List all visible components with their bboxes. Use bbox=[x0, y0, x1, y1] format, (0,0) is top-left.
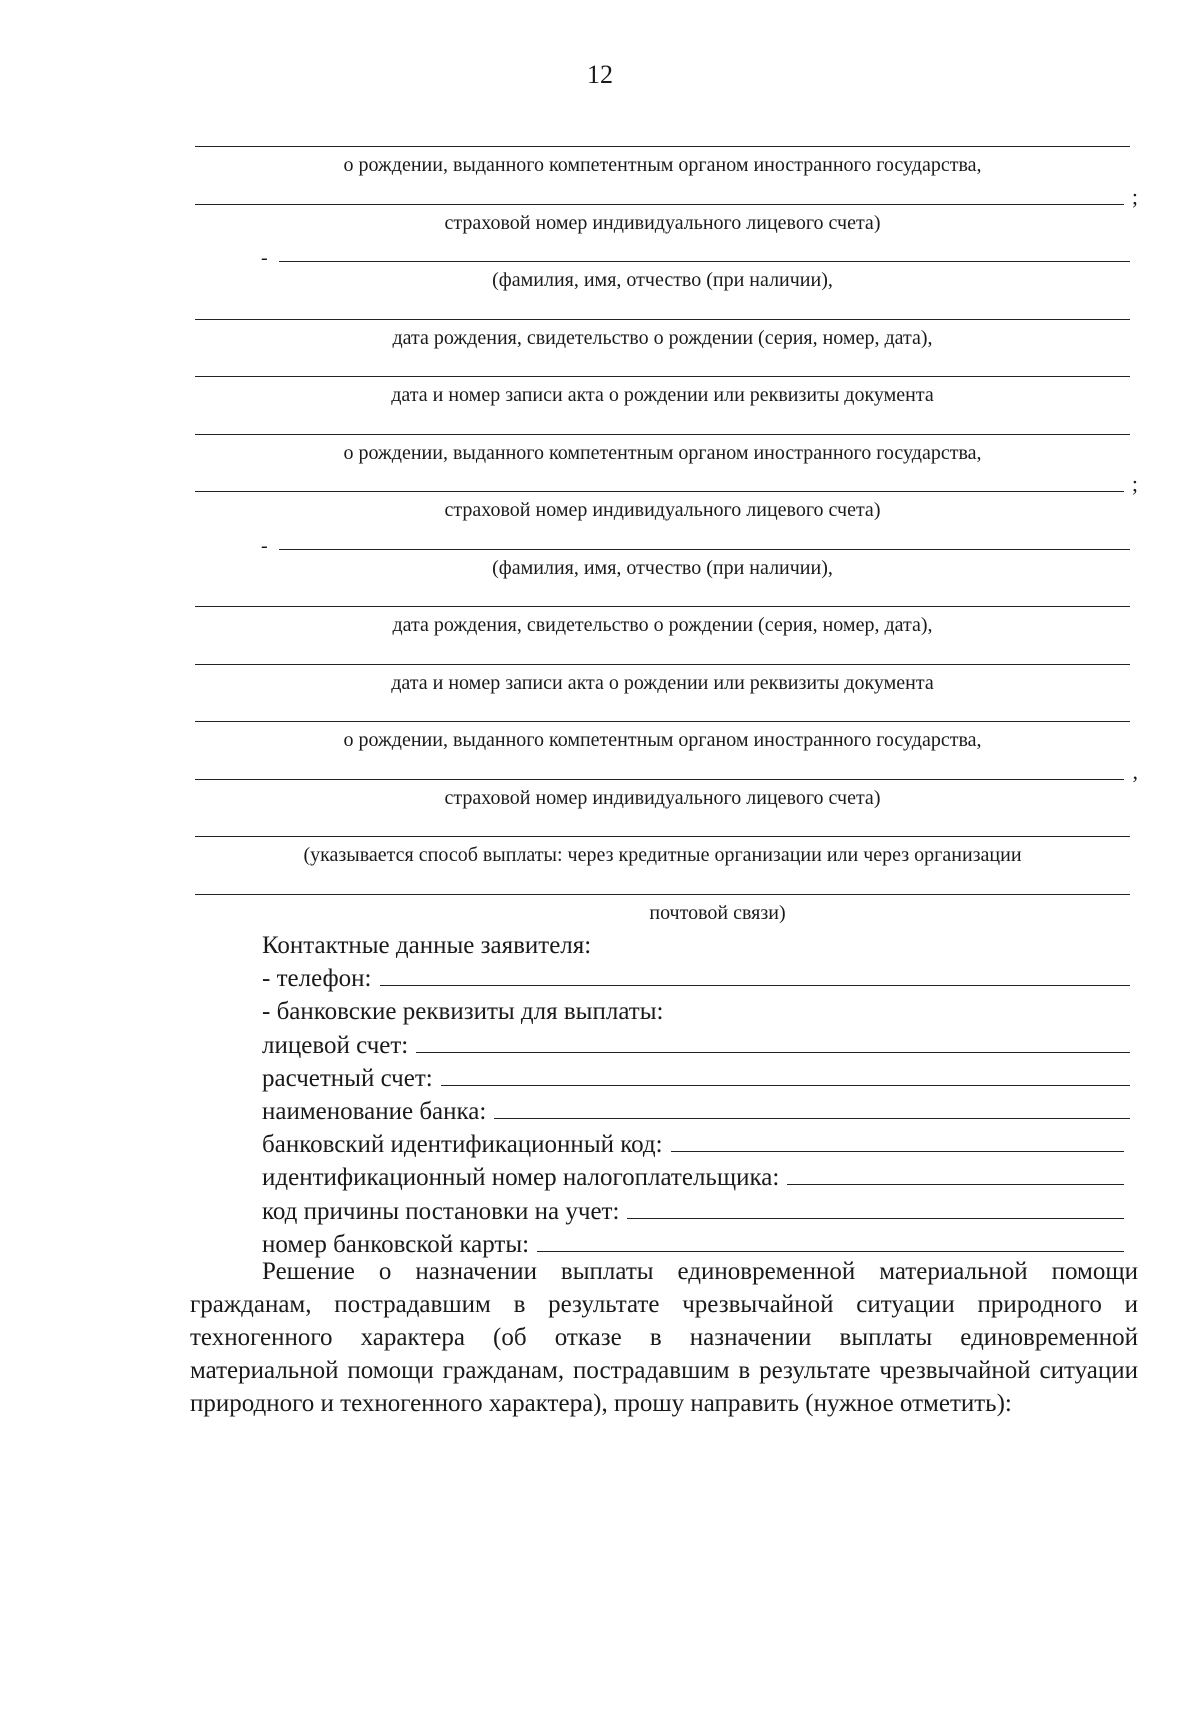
form-row[interactable] bbox=[195, 600, 1130, 658]
settlement-account-row bbox=[262, 1062, 1130, 1095]
field-caption: страховой номер индивидуального лицевого счета) bbox=[444, 499, 881, 521]
contacts-heading: Контактные данные заявителя: bbox=[262, 932, 592, 959]
list-dash: - bbox=[261, 247, 268, 269]
form-row[interactable] bbox=[195, 247, 1130, 313]
field-caption: о рождении, выданного компетентным органом иностранного государства, bbox=[343, 441, 982, 464]
fill-line[interactable] bbox=[195, 894, 1130, 895]
applicant-contacts bbox=[262, 929, 1130, 1261]
phone-row bbox=[262, 962, 1130, 995]
bic-row bbox=[262, 1128, 1130, 1161]
children-details-form bbox=[195, 140, 1138, 945]
form-row[interactable] bbox=[195, 758, 1138, 831]
field-caption: страховой номер индивидуального лицевого счета) bbox=[444, 211, 881, 234]
fill-line[interactable] bbox=[195, 836, 1130, 837]
settlement-account-field[interactable] bbox=[441, 1063, 1130, 1086]
bank-details-heading: - банковские реквизиты для выплаты: bbox=[262, 998, 664, 1026]
field-caption: (фамилия, имя, отчество (при наличии), bbox=[492, 556, 833, 579]
list-dash: - bbox=[261, 534, 268, 557]
bank-heading-row bbox=[262, 995, 1130, 1028]
fill-line[interactable] bbox=[195, 779, 1124, 780]
contacts-heading-row bbox=[262, 929, 1130, 962]
bank-name-label: наименование банка: bbox=[262, 1097, 487, 1125]
line-end-punctuation: , bbox=[1132, 758, 1138, 784]
inn-row bbox=[262, 1161, 1130, 1194]
form-row[interactable] bbox=[195, 534, 1130, 601]
form-row[interactable] bbox=[195, 428, 1130, 486]
personal-account-label: лицевой счет: bbox=[262, 1031, 409, 1059]
field-caption: (указывается способ выплаты: через кредитные организации или через организации bbox=[303, 844, 1022, 866]
page-number: 12 bbox=[587, 60, 613, 89]
form-row[interactable] bbox=[195, 313, 1130, 371]
fill-line[interactable] bbox=[195, 491, 1124, 492]
fill-line[interactable] bbox=[195, 376, 1130, 377]
field-caption: дата рождения, свидетельство о рождении (серия, номер, дата), bbox=[392, 614, 933, 636]
fill-line[interactable] bbox=[195, 606, 1130, 607]
field-caption: о рождении, выданного компетентным органом иностранного государства, bbox=[343, 729, 982, 751]
line-end-punctuation: ; bbox=[1131, 183, 1138, 209]
personal-account-row bbox=[262, 1029, 1130, 1062]
field-caption: (фамилия, имя, отчество (при наличии), bbox=[492, 269, 833, 291]
inn-label: идентификационный номер налогоплательщика: bbox=[262, 1164, 780, 1192]
form-row[interactable] bbox=[195, 830, 1130, 888]
field-caption: страховой номер индивидуального лицевого счета) bbox=[444, 786, 881, 809]
kpp-row bbox=[262, 1195, 1130, 1228]
fill-line[interactable] bbox=[195, 204, 1124, 205]
card-number-label: номер банковской карты: bbox=[262, 1230, 530, 1258]
line-end-punctuation: ; bbox=[1131, 471, 1138, 496]
form-row[interactable] bbox=[195, 658, 1130, 716]
kpp-label: код причины постановки на учет: bbox=[262, 1197, 620, 1225]
fill-line[interactable] bbox=[195, 146, 1130, 147]
field-caption: дата и номер записи акта о рождении или реквизиты документа bbox=[391, 384, 934, 406]
field-caption: почтовой связи) bbox=[649, 901, 786, 924]
phone-field[interactable] bbox=[380, 963, 1131, 986]
phone-label: - телефон: bbox=[262, 965, 372, 993]
fill-line[interactable] bbox=[195, 319, 1130, 320]
form-row[interactable] bbox=[195, 370, 1130, 428]
bank-name-field[interactable] bbox=[494, 1096, 1130, 1119]
settlement-account-label: расчетный счет: bbox=[262, 1064, 433, 1092]
bic-label: банковский идентификационный код: bbox=[262, 1131, 663, 1159]
bic-field[interactable] bbox=[671, 1129, 1124, 1152]
card-number-field[interactable] bbox=[537, 1229, 1124, 1252]
fill-line[interactable] bbox=[195, 434, 1130, 435]
form-row[interactable] bbox=[195, 715, 1130, 773]
fill-line[interactable] bbox=[195, 721, 1130, 722]
field-caption: дата и номер записи акта о рождении или реквизиты документа bbox=[391, 671, 934, 694]
fill-line[interactable] bbox=[279, 549, 1130, 550]
field-caption: о рождении, выданного компетентным органом иностранного государства, bbox=[343, 154, 982, 176]
form-row[interactable] bbox=[195, 471, 1138, 543]
personal-account-field[interactable] bbox=[416, 1030, 1130, 1053]
kpp-field[interactable] bbox=[627, 1196, 1124, 1219]
fill-line[interactable] bbox=[279, 261, 1130, 262]
decision-paragraph: Решение о назначении выплаты единовременной материальной помощи гражданам, пострадавшим в результате чрезвычайной ситуации природного и техногенного характера (об отказе в назначении выплаты единовременной материальной помощи гражданам, пострадавшим в результате чрезвычайной ситуации природного и техногенного характера), прошу направить (нужное отметить): bbox=[190, 1258, 1138, 1417]
form-row[interactable] bbox=[195, 183, 1138, 256]
form-row[interactable] bbox=[195, 140, 1130, 198]
fill-line[interactable] bbox=[195, 664, 1130, 665]
inn-field[interactable] bbox=[787, 1162, 1124, 1185]
bank-name-row bbox=[262, 1095, 1130, 1128]
field-caption: дата рождения, свидетельство о рождении (серия, номер, дата), bbox=[392, 326, 933, 349]
